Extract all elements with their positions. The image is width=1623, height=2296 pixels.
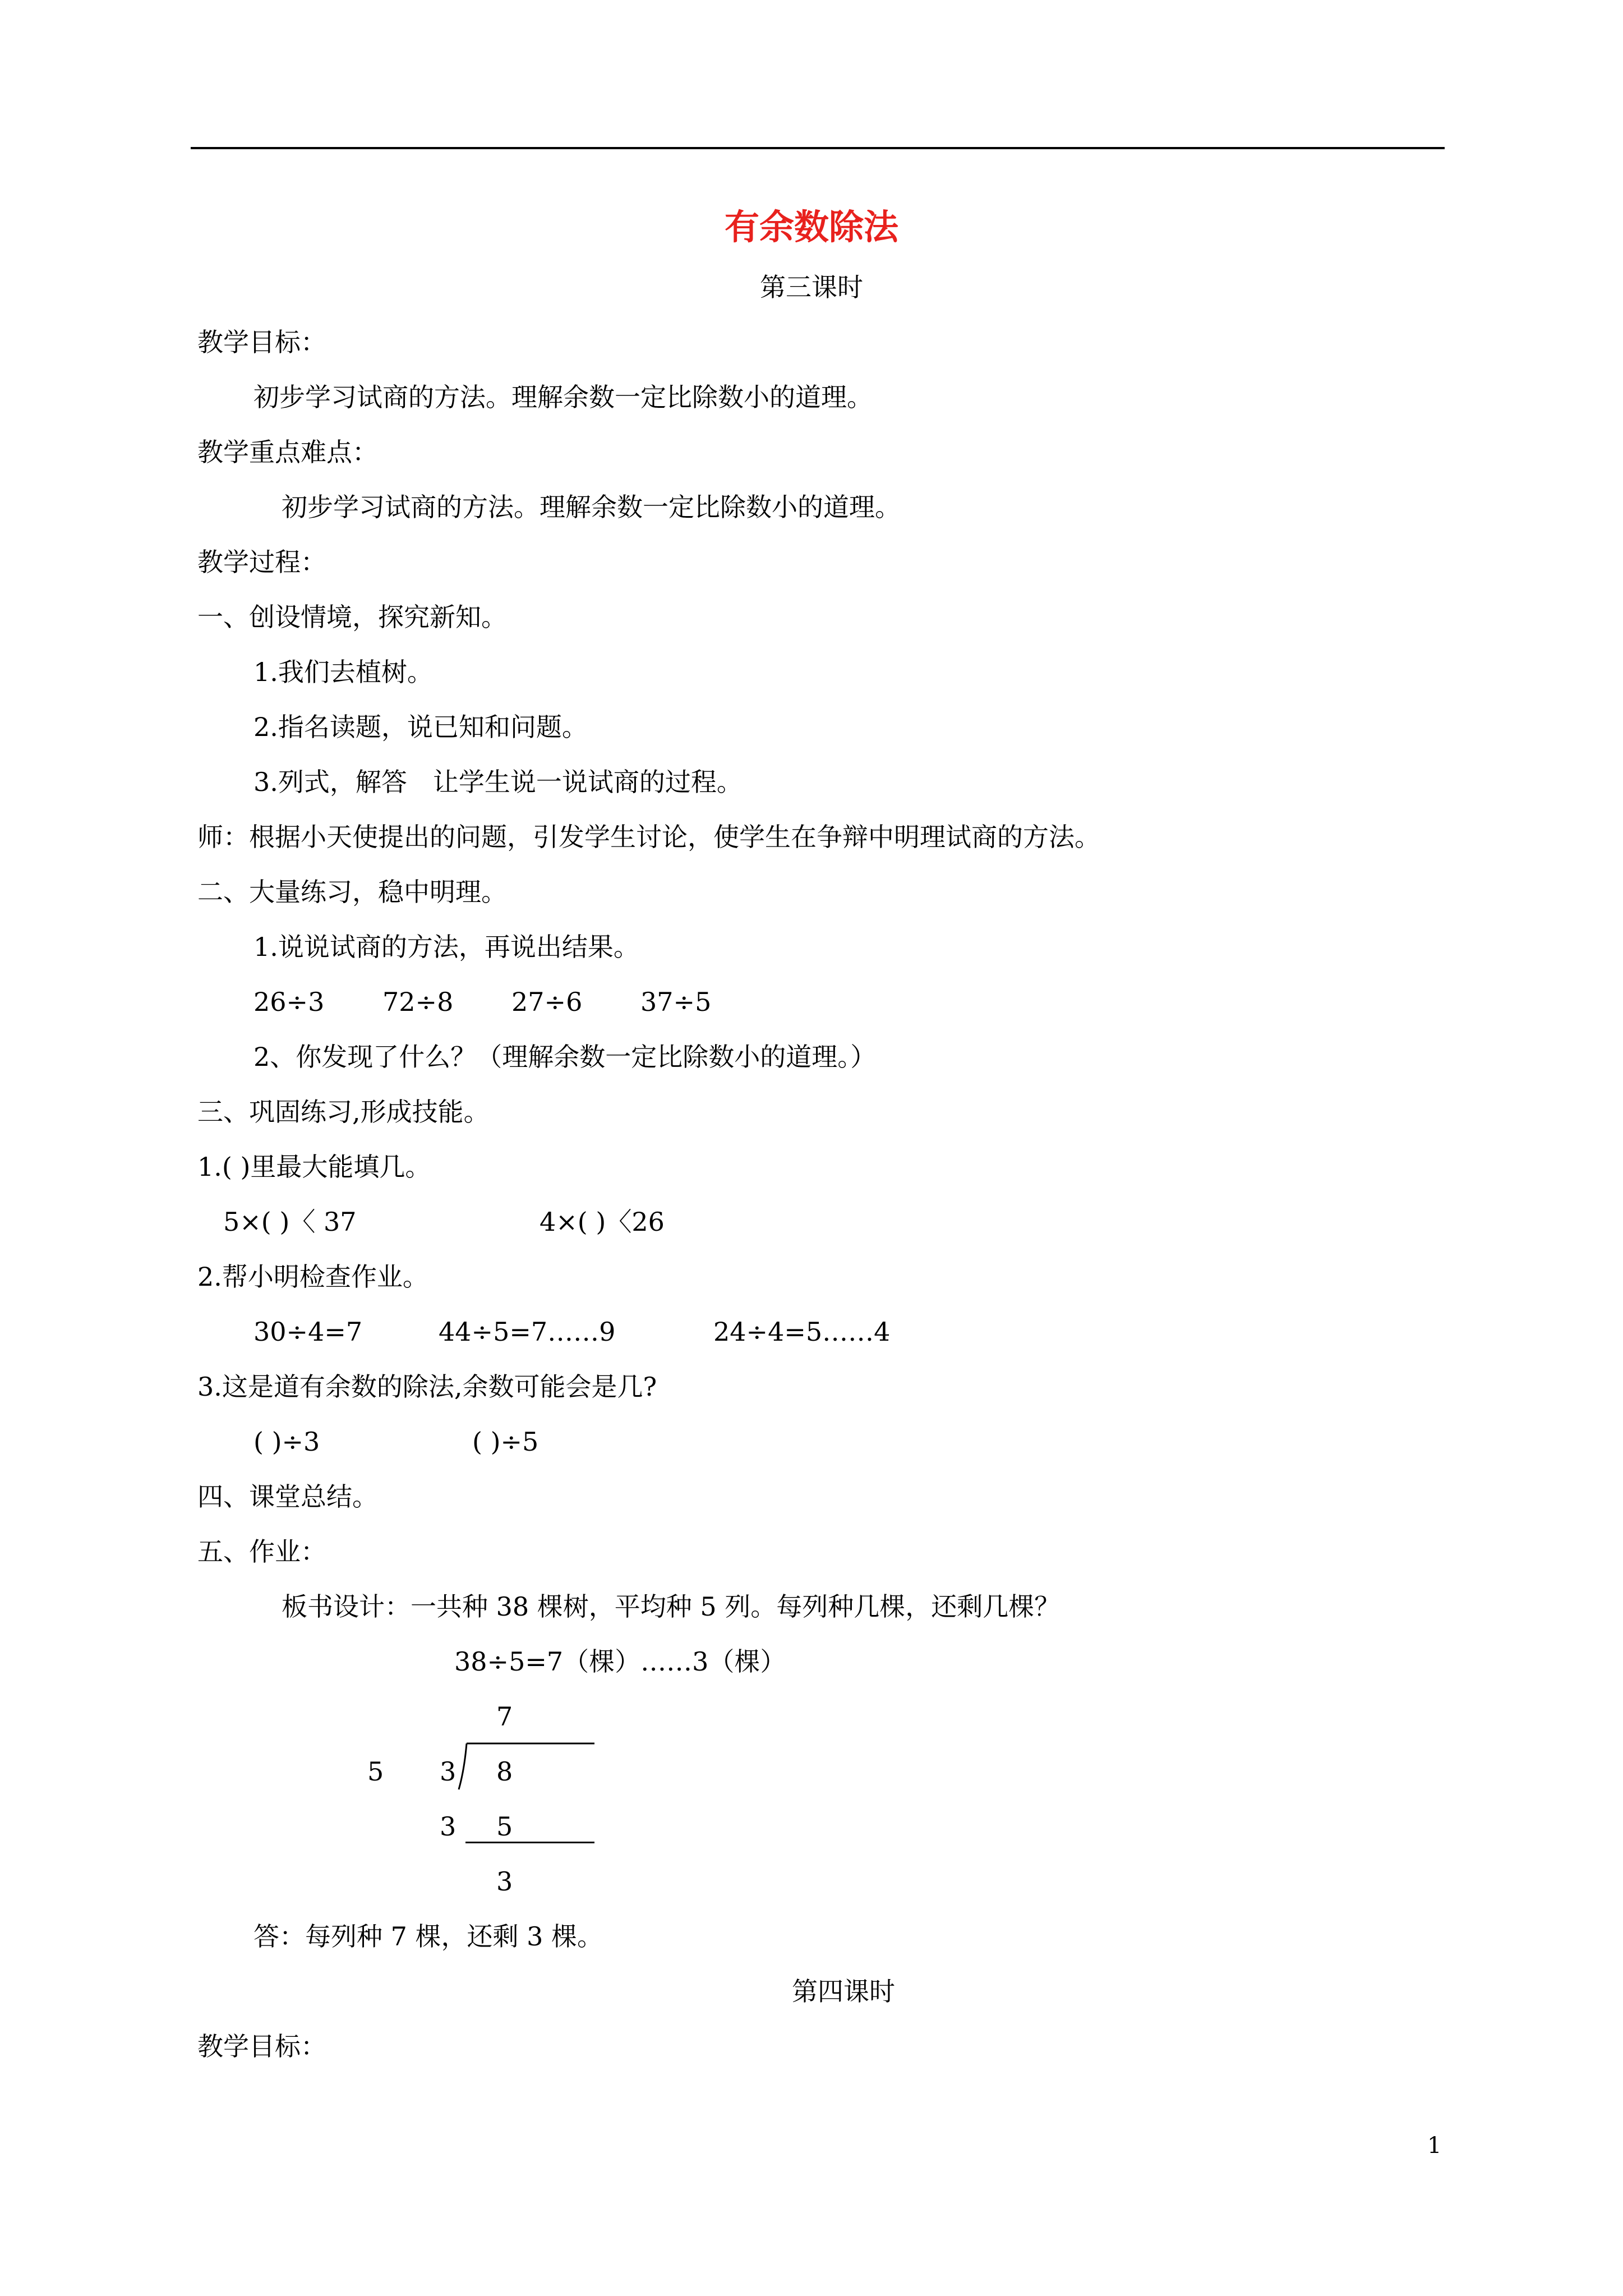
section2-heading: 二、大量练习，稳中明理。	[197, 877, 507, 907]
question-1-a: 5×( )〈 37	[223, 1207, 357, 1237]
lesson4-goal-label: 教学目标：	[197, 2031, 326, 2062]
goal-text: 初步学习试商的方法。理解余数一定比除数小的道理。	[253, 382, 873, 412]
division-dividend-tens: 3	[440, 1756, 457, 1787]
board-equation: 38÷5=7（棵）……3（棵）	[454, 1646, 786, 1677]
section3-heading: 三、巩固练习,形成技能。	[197, 1097, 490, 1127]
division-divisor: 5	[367, 1756, 384, 1787]
question-1-b: 4×( )〈26	[540, 1207, 665, 1237]
process-label: 教学过程：	[197, 547, 326, 577]
header-rule	[191, 147, 1445, 149]
board-answer: 答：每列种 7 棵，还剩 3 棵。	[253, 1921, 603, 1952]
expression: 26÷3	[253, 987, 325, 1017]
expression: 72÷8	[382, 987, 454, 1017]
question-2: 2.帮小明检查作业。	[197, 1262, 428, 1292]
division-remainder: 3	[496, 1866, 513, 1897]
question-3: 3.这是道有余数的除法,余数可能会是几?	[197, 1372, 657, 1402]
section1-heading: 一、创设情境，探究新知。	[197, 602, 507, 632]
section4-heading: 四、课堂总结。	[197, 1481, 378, 1512]
board-text: 板书设计：一共种 38 棵树，平均种 5 列。每列种几棵，还剩几棵？	[282, 1591, 1061, 1622]
page-title: 有余数除法	[724, 206, 898, 247]
section2-item1: 1.说说试商的方法，再说出结果。	[253, 932, 639, 962]
division-bracket	[454, 1739, 600, 1795]
question-3-b: ( )÷5	[472, 1427, 539, 1457]
check-expression: 24÷4=5……4	[713, 1317, 891, 1347]
division-quotient: 7	[496, 1701, 513, 1732]
expression: 37÷5	[640, 987, 712, 1017]
lesson4-heading: 第四课时	[792, 1976, 895, 2007]
teacher-note: 师：根据小天使提出的问题，引发学生讨论，使学生在争辩中明理试商的方法。	[197, 822, 1100, 852]
division-product-ones: 5	[496, 1811, 513, 1842]
goal-label: 教学目标：	[197, 327, 326, 357]
check-expression: 44÷5=7……9	[439, 1317, 616, 1347]
section2-item2: 2、你发现了什么？（理解余数一定比除数小的道理。）	[253, 1042, 877, 1072]
lesson3-heading: 第三课时	[760, 272, 863, 302]
key-label: 教学重点难点：	[197, 437, 378, 467]
check-expression: 30÷4=7	[253, 1317, 363, 1347]
expression: 27÷6	[511, 987, 583, 1017]
page-number: 1	[1427, 2133, 1442, 2159]
question-3-a: ( )÷3	[253, 1427, 320, 1457]
question-1: 1.( )里最大能填几。	[197, 1152, 431, 1182]
division-product-tens: 3	[440, 1811, 457, 1842]
section1-item: 2.指名读题，说已知和问题。	[253, 712, 588, 742]
section1-item: 1.我们去植树。	[253, 657, 433, 687]
key-text: 初步学习试商的方法。理解余数一定比除数小的道理。	[282, 492, 901, 522]
division-underline	[465, 1842, 594, 1843]
division-dividend-ones: 8	[496, 1756, 513, 1787]
section5-heading: 五、作业：	[197, 1536, 326, 1567]
section1-item: 3.列式，解答 让学生说一说试商的过程。	[253, 767, 743, 797]
